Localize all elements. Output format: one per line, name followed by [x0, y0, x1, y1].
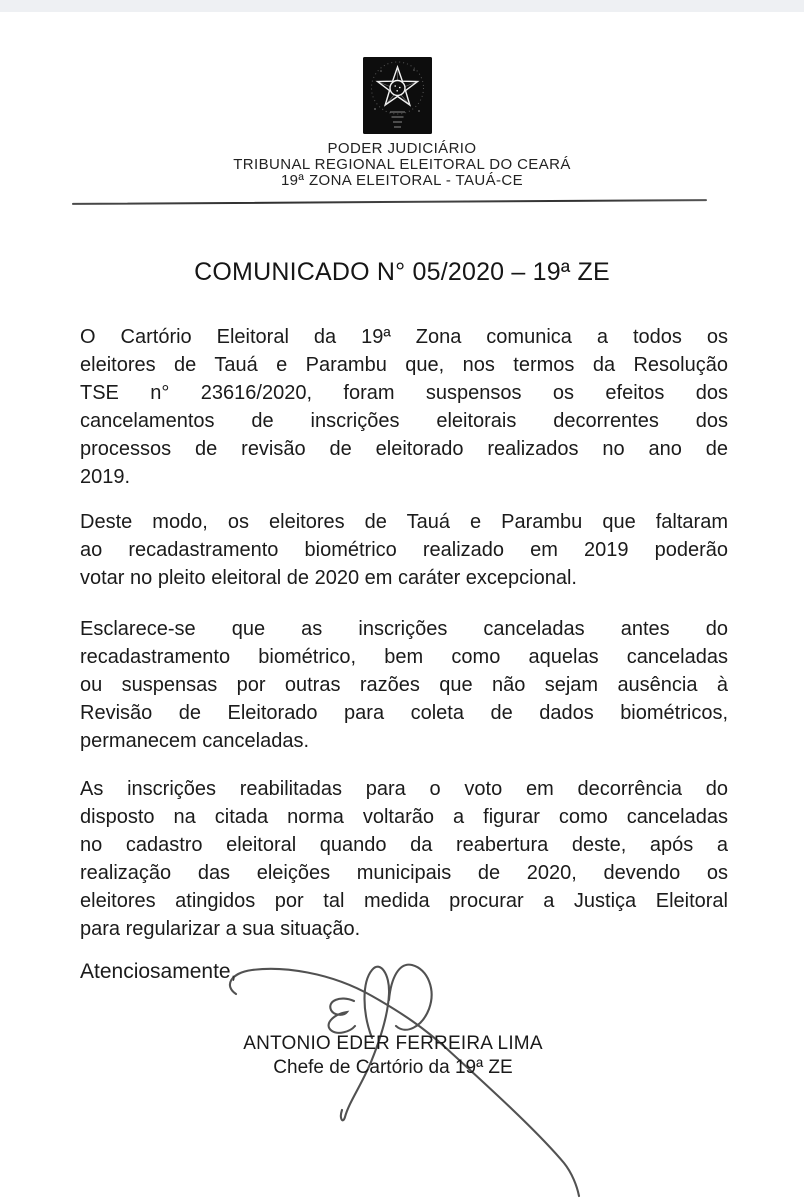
signature-block: [0, 1032, 795, 1080]
paragraph-line: eleitores atingidos por tal medida procurar a Justiça Eleitoral: [80, 890, 728, 912]
paragraph-1: [80, 323, 728, 491]
paragraph-line: no cadastro eleitoral quando da reabertura deste, após a: [80, 834, 728, 856]
paragraph-2: [80, 508, 728, 592]
paragraph-line: permanecem canceladas.: [80, 730, 310, 752]
paragraph-line: cancelamentos de inscrições eleitorais decorrentes dos: [80, 410, 728, 432]
paragraph-line: realização das eleições municipais de 2020, devendo os: [80, 862, 728, 884]
paragraph-line: para regularizar a sua situação.: [80, 918, 361, 940]
paragraph-line: Deste modo, os eleitores de Tauá e Parambu que faltaram: [80, 511, 728, 533]
coat-of-arms-emblem-icon: [363, 57, 432, 134]
paragraph-line: ao recadastramento biométrico realizado em 2019 poderão: [80, 539, 728, 561]
org-line-tribunal: TRIBUNAL REGIONAL ELEITORAL DO CEARÁ: [233, 156, 571, 173]
paragraph-4: [80, 775, 728, 943]
paragraph-line: eleitores de Tauá e Parambu que, nos termos da Resolução: [80, 354, 728, 376]
signer-role: Chefe de Cartório da 19ª ZE: [273, 1057, 513, 1078]
paragraph-line: TSE n° 23616/2020, foram suspensos os efeitos dos: [80, 382, 728, 404]
org-line-poder-judiciario: PODER JUDICIÁRIO: [327, 140, 477, 157]
paragraph-line: processos de revisão de eleitorado realizados no ano de: [80, 438, 728, 460]
org-line-zona-eleitoral: 19ª ZONA ELEITORAL - TAUÁ-CE: [280, 172, 524, 189]
paragraph-line: Revisão de Eleitorado para coleta de dados biométricos,: [80, 702, 728, 724]
paragraph-3: [80, 615, 728, 755]
paragraph-line: O Cartório Eleitoral da 19ª Zona comunica a todos os: [80, 326, 728, 348]
closing-salutation: Atenciosamente,: [80, 960, 237, 983]
paragraph-line: recadastramento biométrico, bem como aquelas canceladas: [80, 646, 728, 668]
paragraph-line: ou suspensas por outras razões que não sejam ausência à: [80, 674, 728, 696]
paragraph-line: As inscrições reabilitadas para o voto em decorrência do: [80, 778, 728, 800]
signer-name: ANTONIO EDER FERREIRA LIMA: [243, 1033, 543, 1054]
paragraph-line: votar no pleito eleitoral de 2020 em caráter excepcional.: [80, 567, 577, 589]
document-title: COMUNICADO N° 05/2020 – 19ª ZE: [194, 258, 610, 286]
paragraph-line: Esclarece-se que as inscrições canceladas antes do: [80, 618, 728, 640]
scan-top-strip: [0, 0, 804, 12]
paragraph-line: 2019.: [80, 466, 131, 488]
paragraph-line: disposto na citada norma voltarão a figurar como canceladas: [80, 806, 728, 828]
header-divider-line: [72, 199, 707, 205]
